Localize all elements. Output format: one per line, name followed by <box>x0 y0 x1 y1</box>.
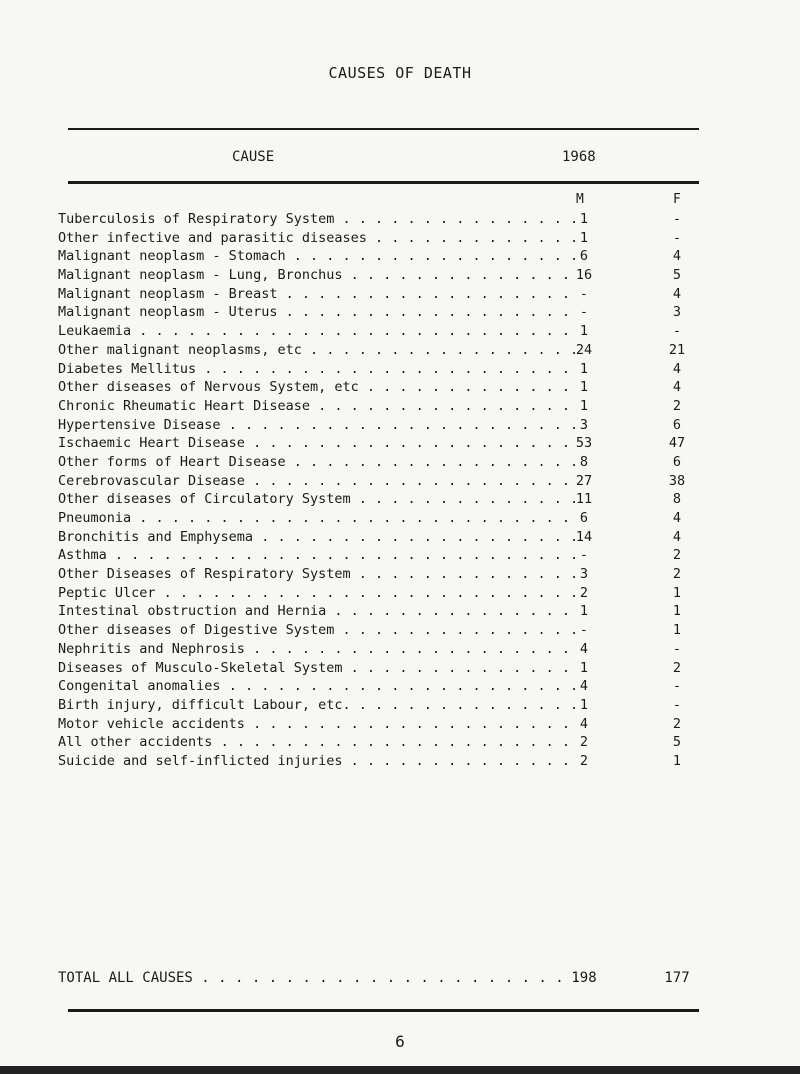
male-count: 6 <box>579 248 589 265</box>
cause-label: Other Diseases of Respiratory System . . . <box>58 565 578 584</box>
female-count: 1 <box>672 584 682 601</box>
male-count: 2 <box>579 752 589 769</box>
male-count: - <box>579 622 589 639</box>
female-count: 8 <box>672 491 682 508</box>
cause-label: Pneumonia . . . <box>58 509 578 528</box>
cause-label: Congenital anomalies . . . <box>58 677 578 696</box>
table-row <box>0 247 800 266</box>
table-row <box>0 266 800 285</box>
table-row <box>0 434 800 453</box>
cause-label: Other forms of Heart Disease . . . <box>58 453 578 472</box>
cause-label: Suicide and self-inflicted injuries . . . <box>58 752 578 771</box>
female-count: - <box>672 323 682 340</box>
subheader-female: F <box>673 192 681 207</box>
male-count: 1 <box>579 229 589 246</box>
cause-label: Diseases of Musculo-Skeletal System . . . <box>58 659 578 678</box>
female-count: 21 <box>668 341 686 358</box>
cause-label: Other infective and parasitic diseases . . . <box>58 229 578 248</box>
female-count: - <box>672 229 682 246</box>
table-row <box>0 378 800 397</box>
table-row <box>0 528 800 547</box>
table-row <box>0 472 800 491</box>
male-count: 1 <box>579 379 589 396</box>
subheader-male: M <box>576 192 584 207</box>
male-count: 11 <box>575 491 593 508</box>
column-header-cause: CAUSE <box>232 149 275 165</box>
table-row <box>0 602 800 621</box>
table-row <box>0 696 800 715</box>
cause-label: Nephritis and Nephrosis . . . <box>58 640 578 659</box>
table-row <box>0 416 800 435</box>
cause-label: Tuberculosis of Respiratory System . . . <box>58 210 578 229</box>
table-row <box>0 303 800 322</box>
male-count: 1 <box>579 360 589 377</box>
cause-label: Other diseases of Nervous System, etc . . . <box>58 378 578 397</box>
female-count: 1 <box>672 752 682 769</box>
female-count: 6 <box>672 416 682 433</box>
column-header-year: 1968 <box>562 149 596 165</box>
total-label: TOTAL ALL CAUSES . . . <box>58 968 578 988</box>
cause-label: Leukaemia . . . <box>58 322 578 341</box>
male-count: 4 <box>579 678 589 695</box>
table-row <box>0 360 800 379</box>
scan-bottom-edge <box>0 1066 800 1074</box>
table-row <box>0 752 800 771</box>
male-count: - <box>579 547 589 564</box>
male-count: 27 <box>575 472 593 489</box>
female-count: - <box>672 696 682 713</box>
table-row <box>0 322 800 341</box>
cause-label: Peptic Ulcer . . . <box>58 584 578 603</box>
table-row <box>0 229 800 248</box>
table-row <box>0 584 800 603</box>
cause-label: Chronic Rheumatic Heart Disease . . . <box>58 397 578 416</box>
female-count: 4 <box>672 285 682 302</box>
table-row <box>0 640 800 659</box>
male-count: 53 <box>575 435 593 452</box>
female-count: 5 <box>672 267 682 284</box>
male-count: 3 <box>579 416 589 433</box>
female-count: 3 <box>672 304 682 321</box>
male-count: 1 <box>579 397 589 414</box>
cause-label: Intestinal obstruction and Hernia . . . <box>58 602 578 621</box>
table-row <box>0 509 800 528</box>
cause-label: Other malignant neoplasms, etc . . . <box>58 341 578 360</box>
male-count: 1 <box>579 659 589 676</box>
cause-label: Asthma . . . <box>58 546 578 565</box>
male-count: 8 <box>579 453 589 470</box>
male-count: - <box>579 285 589 302</box>
table-row <box>0 546 800 565</box>
male-count: 1 <box>579 211 589 227</box>
table-row <box>0 341 800 360</box>
female-count: 1 <box>672 622 682 639</box>
table-row <box>0 397 800 416</box>
female-count: 4 <box>672 528 682 545</box>
female-count: 4 <box>672 510 682 526</box>
table-row <box>0 677 800 696</box>
cause-label: Birth injury, difficult Labour, etc. . . . <box>58 696 578 715</box>
table-row <box>0 715 800 734</box>
table-row <box>0 659 800 678</box>
bottom-rule <box>68 1009 699 1012</box>
causes-table-body <box>0 210 800 771</box>
male-count: 1 <box>579 696 589 713</box>
cause-label: Malignant neoplasm - Breast . . . <box>58 285 578 304</box>
male-count: 2 <box>579 584 589 601</box>
female-count: 2 <box>672 659 682 676</box>
table-row <box>0 733 800 752</box>
female-count: 4 <box>672 379 682 396</box>
page-title: CAUSES OF DEATH <box>328 64 472 82</box>
female-count: 5 <box>672 734 682 751</box>
cause-label: Malignant neoplasm - Lung, Bronchus . . . <box>58 266 578 285</box>
total-female: 177 <box>664 970 690 986</box>
male-count: 16 <box>575 267 593 284</box>
male-count: 1 <box>579 603 589 620</box>
female-count: 2 <box>672 566 682 583</box>
female-count: 4 <box>672 360 682 377</box>
cause-label: Malignant neoplasm - Uterus . . . <box>58 303 578 322</box>
cause-label: Other diseases of Circulatory System . . . <box>58 490 578 509</box>
female-count: 1 <box>672 603 682 620</box>
female-count: 2 <box>672 547 682 564</box>
male-count: 4 <box>579 640 589 657</box>
table-row <box>0 285 800 304</box>
table-row <box>0 490 800 509</box>
female-count: 47 <box>668 435 686 452</box>
cause-label: Malignant neoplasm - Stomach . . . <box>58 247 578 266</box>
table-row <box>0 621 800 640</box>
female-count: 4 <box>672 248 682 265</box>
table-row <box>0 565 800 584</box>
cause-label: Bronchitis and Emphysema . . . <box>58 528 578 547</box>
header-rule <box>68 181 699 184</box>
male-count: 2 <box>579 734 589 751</box>
female-count: 2 <box>672 397 682 414</box>
table-row <box>0 210 800 229</box>
female-count: 38 <box>668 472 686 489</box>
female-count: - <box>672 211 682 227</box>
female-count: 2 <box>672 715 682 732</box>
cause-label: Ischaemic Heart Disease . . . <box>58 434 578 453</box>
top-rule <box>68 128 699 130</box>
female-count: - <box>672 640 682 657</box>
cause-label: Diabetes Mellitus . . . <box>58 360 578 379</box>
cause-label: Other diseases of Digestive System . . . <box>58 621 578 640</box>
total-row <box>0 968 800 988</box>
male-count: 14 <box>575 528 593 545</box>
male-count: - <box>579 304 589 321</box>
male-count: 1 <box>579 323 589 340</box>
male-count: 6 <box>579 510 589 526</box>
cause-label: Hypertensive Disease . . . <box>58 416 578 435</box>
male-count: 24 <box>575 341 593 358</box>
female-count: - <box>672 678 682 695</box>
total-male: 198 <box>571 970 597 986</box>
cause-label: Motor vehicle accidents . . . <box>58 715 578 734</box>
table-row <box>0 453 800 472</box>
cause-label: Cerebrovascular Disease . . . <box>58 472 578 491</box>
page-number: 6 <box>395 1032 405 1051</box>
cause-label: All other accidents . . . <box>58 733 578 752</box>
male-count: 3 <box>579 566 589 583</box>
female-count: 6 <box>672 453 682 470</box>
male-count: 4 <box>579 715 589 732</box>
